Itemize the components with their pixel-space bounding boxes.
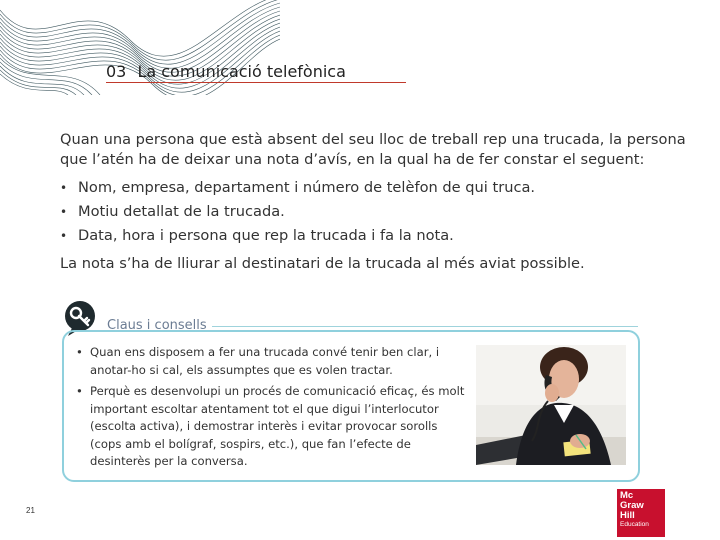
intro-section [60, 130, 688, 274]
chapter-underline [106, 82, 406, 83]
intro-bullet-list [60, 178, 688, 246]
list-item: • Nom, empresa, departament i número de telèfon de qui truca. [60, 178, 688, 198]
mcgraw-hill-logo [617, 489, 665, 537]
woman-on-phone-photo [476, 345, 626, 465]
tips-title: Claus i consells [107, 318, 207, 333]
chapter-title: La comunicació telefònica [137, 62, 346, 81]
list-item: • Quan ens disposem a fer una trucada convé tenir ben clar, i anotar-ho si cal, els assumptes que es volen tractar. [76, 344, 468, 379]
list-item: • Perquè es desenvolupi un procés de comunicació eficaç, és molt important escoltar atentament tot el que digui l’interlocutor (escolta activa), i demostrar interès i evitar provocar sorolls (cops amb el bolígraf, sospirs, etc.), que fan l’efecte de desinterès per la conversa. [76, 383, 468, 471]
logo-line: Mc [620, 490, 634, 501]
logo-line: Education [620, 521, 649, 528]
logo-line: Graw [620, 500, 644, 511]
tips-title-rule [212, 326, 638, 327]
closing-paragraph: La nota s’ha de lliurar al destinatari de la trucada al més aviat possible. [60, 255, 585, 272]
page-number: 21 [26, 506, 35, 515]
intro-paragraph: Quan una persona que està absent del seu lloc de treball rep una trucada, la persona que l’atén ha de deixar una nota d’avís, en la qual ha de fer constar el seguent: [60, 131, 686, 168]
chapter-heading [106, 62, 346, 81]
tips-list [76, 344, 468, 475]
logo-line: Hill [620, 510, 635, 521]
chapter-number: 03 [106, 62, 127, 81]
list-item: • Motiu detallat de la trucada. [60, 202, 688, 222]
list-item: • Data, hora i persona que rep la trucada i fa la nota. [60, 226, 688, 246]
